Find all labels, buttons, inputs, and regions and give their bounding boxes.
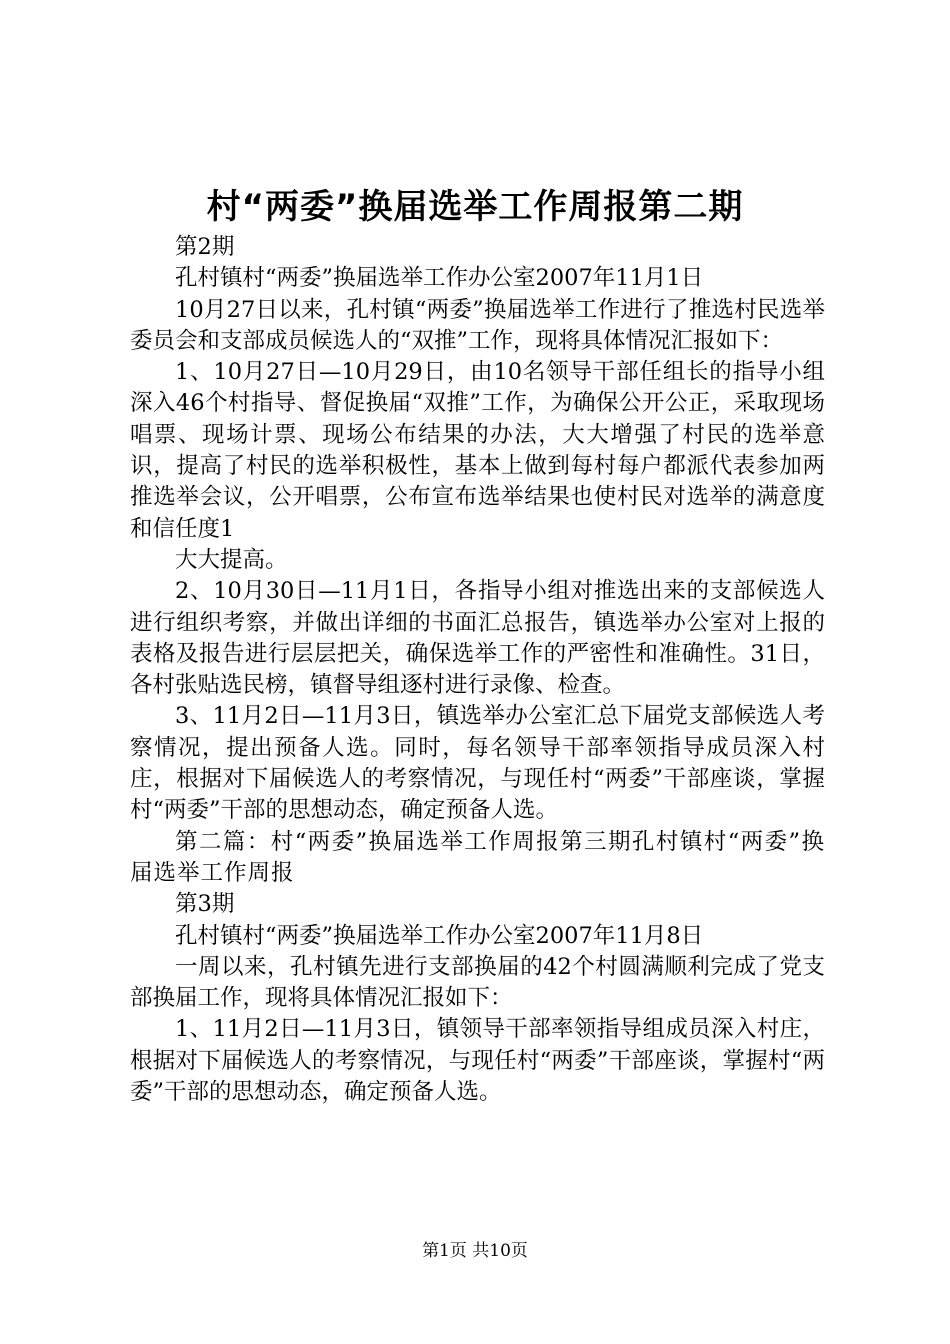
issuer-date-line: 孔村镇村“两委”换届选举工作办公室2007年11月1日 — [175, 265, 704, 292]
second-article-heading: 第二篇：村“两委”换届选举工作周报第三期孔村镇村“两委”换届选举工作周报 — [130, 828, 825, 886]
item-2-paragraph: 2、10月30日—11月1日，各指导小组对推选出来的支部候选人进行组织考察，并做出详细的书面汇总报告，镇选举办公室对上报的表格及报告进行层层把关，确保选举工作的严密性和准确性。31日，各村张贴选民榜，镇督导组逐村进行录像、检查。 — [130, 578, 825, 699]
issue-number: 第2期 — [175, 234, 235, 260]
issue-number-3: 第3期 — [175, 891, 235, 918]
document-title: 村“两委”换届选举工作周报第二期 — [206, 187, 744, 227]
page-footer: 第1页 共10页 — [422, 1241, 528, 1261]
item-1-continuation: 大大提高。 — [175, 546, 288, 573]
item-1-paragraph: 1、10月27日—10月29日，由10名领导干部任组长的指导小组深入46个村指导、督促换届“双推”工作，为确保公开公正，采取现场唱票、现场计票、现场公布结果的办法，大大增强了村民的选举意识，提高了村民的选举积极性，基本上做到每村每户都派代表参加两推选举会议，公开唱票，公布宣布选举结果也使村民对选举的满意度和信任度1 — [130, 359, 825, 542]
intro-paragraph: 10月27日以来，孔村镇“两委”换届选举工作进行了推选村民选举委员会和支部成员候选人的“双推”工作，现将具体情况汇报如下： — [130, 296, 825, 354]
issuer-date-line-3: 孔村镇村“两委”换届选举工作办公室2007年11月8日 — [175, 922, 704, 949]
item-3-paragraph: 3、11月2日—11月3日，镇选举办公室汇总下届党支部候选人考察情况，提出预备人选。同时，每名领导干部率领指导成员深入村庄，根据对下届候选人的考察情况，与现任村“两委”干部座谈，掌握村“两委”干部的思想动态，确定预备人选。 — [130, 703, 825, 824]
item-1-paragraph-3: 1、11月2日—11月3日，镇领导干部率领指导组成员深入村庄，根据对下届候选人的考察情况，与现任村“两委”干部座谈，掌握村“两委”干部的思想动态，确定预备人选。 — [130, 1016, 825, 1106]
intro-paragraph-3: 一周以来，孔村镇先进行支部换届的42个村圆满顺利完成了党支部换届工作，现将具体情况汇报如下： — [130, 953, 825, 1012]
document-body — [130, 232, 825, 1108]
